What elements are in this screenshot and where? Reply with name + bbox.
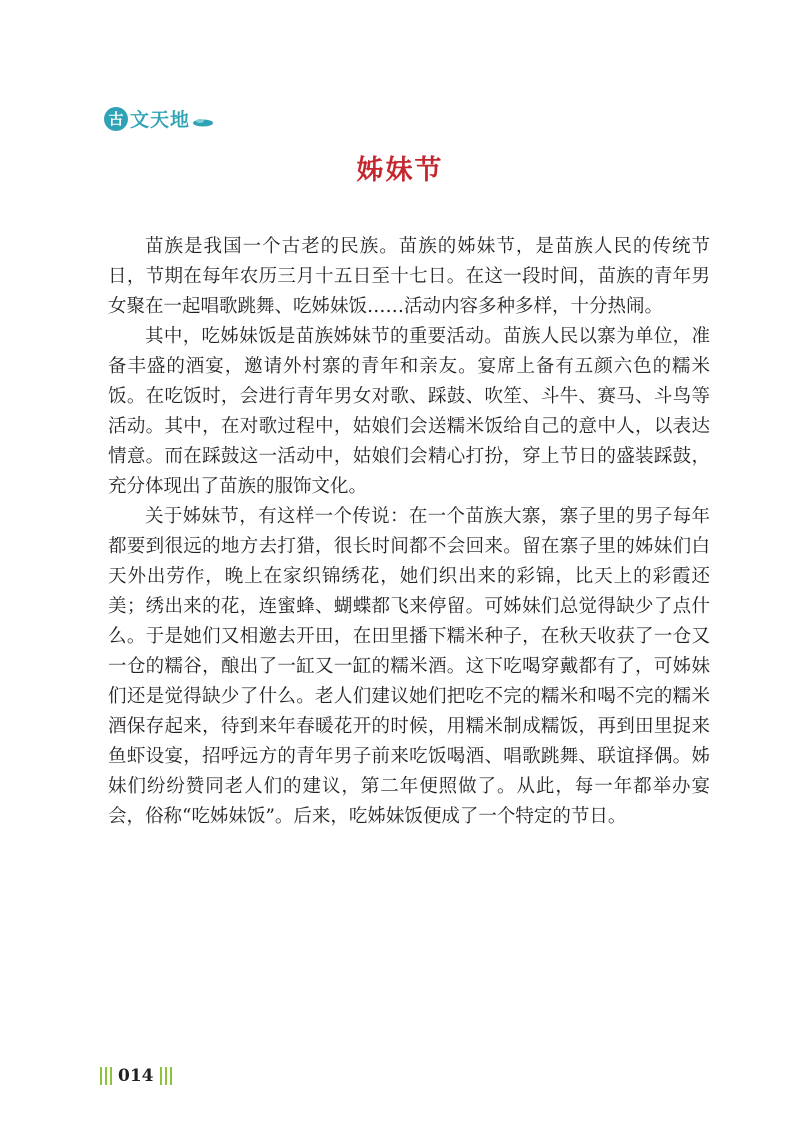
page-title: 姊妹节 [356, 155, 444, 186]
paragraph-3: 关于姊妹节，有这样一个传说：在一个苗族大寨，寨子里的男子每年都要到很远的地方去打猎，很长时间都不会回来。留在寨子里的姊妹们白天外出劳作，晚上在家织锦绣花，她们织出来的彩锦，比天上的彩霞还美；绣出来的花，连蜜蜂、蝴蝶都飞来停留。可姊妹们总觉得缺少了点什么。于是她们又相邀去开田，在田里播下糯米种子，在秋天收获了一仓又一仓的糯谷，酿出了一缸又一缸的糯米酒。这下吃喝穿戴都有了，可姊妹们还是觉得缺少了什么。老人们建议她们把吃不完的糯米和喝不完的糯米酒保存起来，待到来年春暖花开的时候，用糯米制成糯饭，再到田里捉来鱼虾设宴，招呼远方的青年男子前来吃饭喝酒、唱歌跳舞、联谊择偶。姊妹们纷纷赞同老人们的建议，第二年便照做了。从此，每一年都举办宴会，俗称“吃姊妹饭”。后来，吃姊妹饭便成了一个特定的节日。 [108, 506, 710, 827]
left-bars-decoration [100, 1067, 112, 1085]
section-badge [104, 105, 214, 132]
badge-circle: 古 [104, 107, 128, 131]
badge-label: 文天地 [130, 109, 191, 131]
paragraph-1: 苗族是我国一个古老的民族。苗族的姊妹节，是苗族人民的传统节日，节期在每年农历三月十五日至十七日。在这一段时间，苗族的青年男女聚在一起唱歌跳舞、吃姊妹饭……活动内容多种多样，十分热闹。 [108, 236, 710, 317]
right-bars-decoration [160, 1067, 172, 1085]
page-footer [100, 1066, 172, 1086]
page-number: 014 [118, 1066, 154, 1086]
article-body [108, 232, 710, 832]
paragraph-2: 其中，吃姊妹饭是苗族姊妹节的重要活动。苗族人民以寨为单位，准备丰盛的酒宴，邀请外村寨的青年和亲友。宴席上备有五颜六色的糯米饭。在吃饭时，会进行青年男女对歌、踩鼓、吹笙、斗牛、赛马、斗鸟等活动。其中，在对歌过程中，姑娘们会送糯米饭给自己的意中人，以表达情意。而在踩鼓这一活动中，姑娘们会精心打扮，穿上节日的盛装踩鼓，充分体现出了苗族的服饰文化。 [108, 326, 710, 497]
wave-icon [192, 118, 214, 127]
